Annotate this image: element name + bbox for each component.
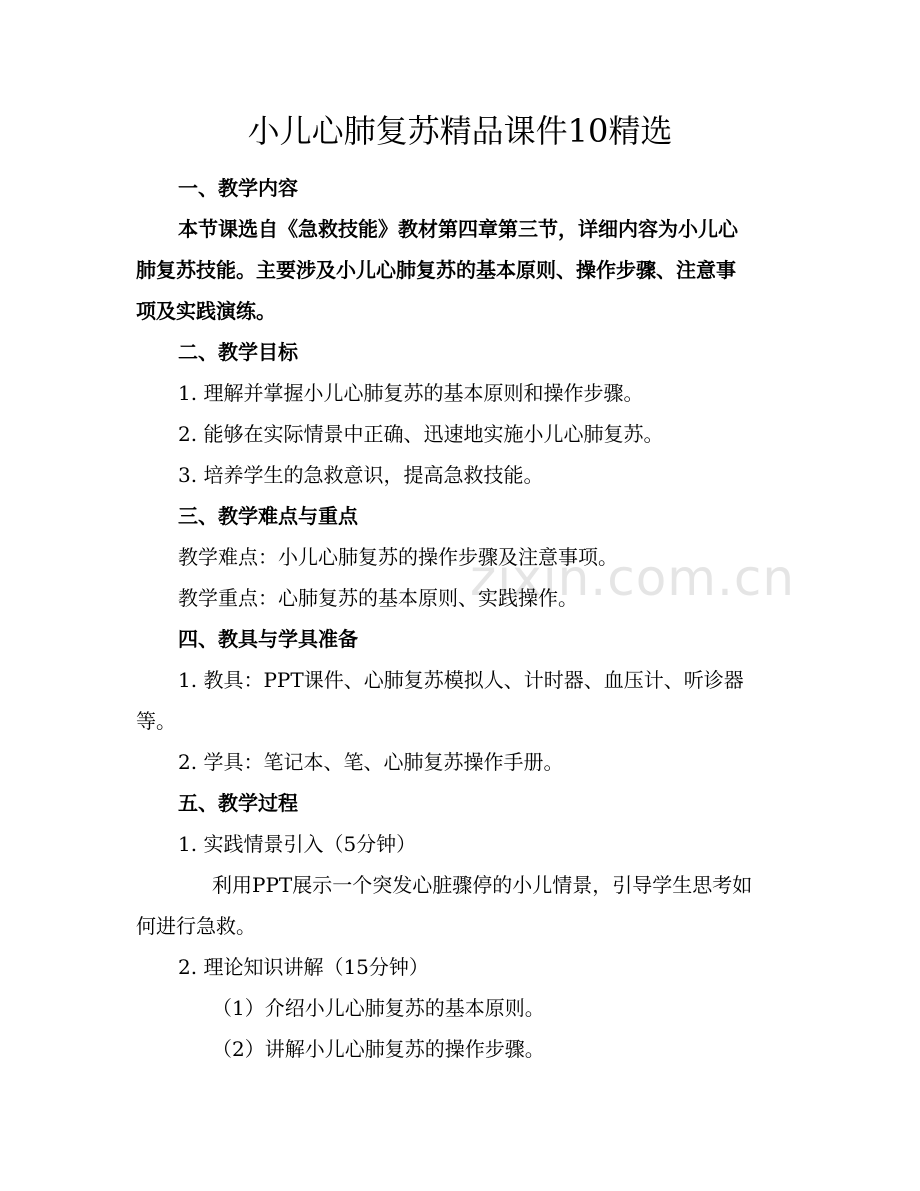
process-step-1: 1. 实践情景引入（5分钟） [178, 832, 417, 856]
content-paragraph-line-3: 项及实践演练。 [136, 299, 276, 323]
process-step-2: 2. 理论知识讲解（15分钟） [178, 955, 429, 979]
goal-item-3: 3. 培养学生的急救意识，提高急救技能。 [178, 463, 544, 487]
tools-item-1-line-1: 1. 教具：PPT课件、心肺复苏模拟人、计时器、血压计、听诊器 [178, 668, 744, 692]
process-step-2-sub-2: （2）讲解小儿心肺复苏的操作步骤。 [212, 1037, 545, 1061]
goal-item-2: 2. 能够在实际情景中正确、迅速地实施小儿心肺复苏。 [178, 422, 664, 446]
section-heading-goals: 二、教学目标 [178, 340, 298, 364]
section-heading-process: 五、教学过程 [178, 791, 298, 815]
tools-item-2: 2. 学具：笔记本、笔、心肺复苏操作手册。 [178, 750, 564, 774]
process-step-1-desc-line-2: 何进行急救。 [136, 914, 256, 938]
section-heading-tools: 四、教具与学具准备 [178, 627, 358, 651]
focus-text: 教学重点：心肺复苏的基本原则、实践操作。 [178, 586, 578, 610]
section-heading-keypoints: 三、教学难点与重点 [178, 504, 358, 528]
process-step-1-desc-line-1: 利用PPT展示一个突发心脏骤停的小儿情景，引导学生思考如 [212, 873, 753, 897]
goal-item-1: 1. 理解并掌握小儿心肺复苏的基本原则和操作步骤。 [178, 381, 644, 405]
page-title: 小儿心肺复苏精品课件10精选 [247, 112, 673, 150]
tools-item-1-line-2: 等。 [136, 709, 176, 733]
process-step-2-sub-1: （1）介绍小儿心肺复苏的基本原则。 [212, 996, 545, 1020]
difficulty-text: 教学难点：小儿心肺复苏的操作步骤及注意事项。 [178, 545, 618, 569]
watermark: zixin.com.cn [470, 549, 796, 607]
section-heading-content: 一、教学内容 [178, 176, 298, 200]
content-paragraph-line-1: 本节课选自《急救技能》教材第四章第三节，详细内容为小儿心 [178, 217, 738, 241]
content-paragraph-line-2: 肺复苏技能。主要涉及小儿心肺复苏的基本原则、操作步骤、注意事 [136, 258, 736, 282]
